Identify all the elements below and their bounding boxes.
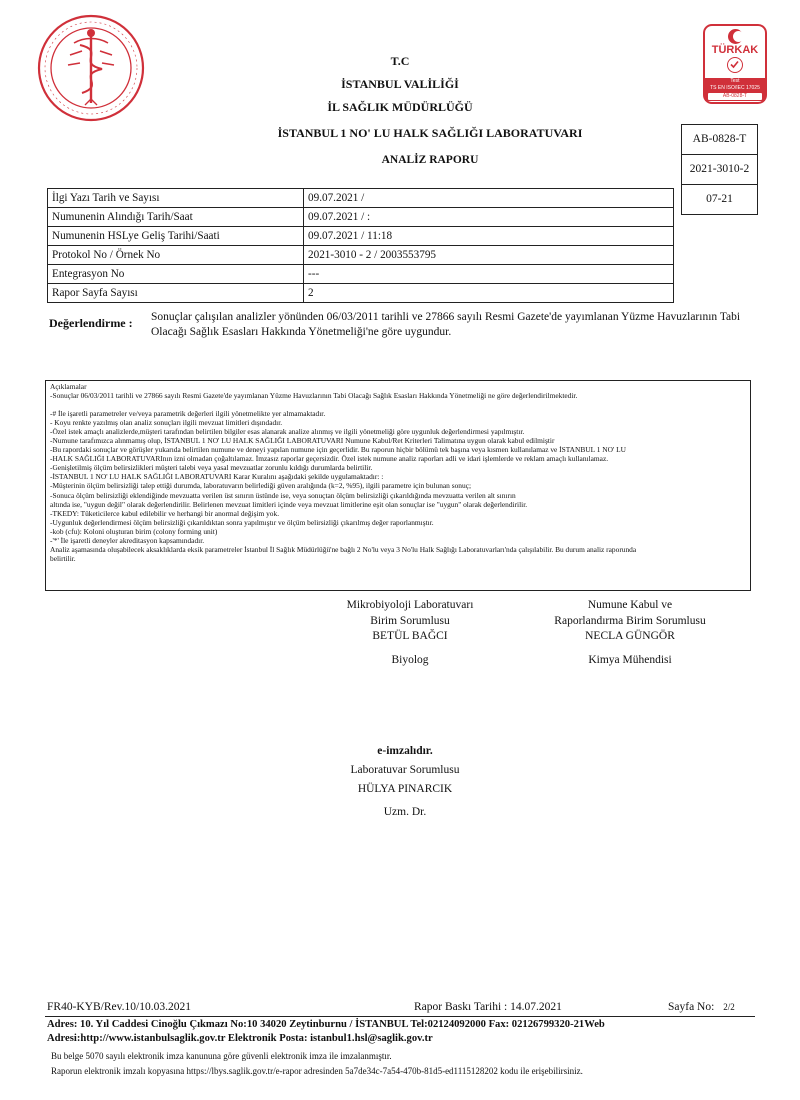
notes-line: -Müşterinin ölçüm belirsizliği talep ettiği durumda, laboratuvarın belirlediği güven aralığında (k=2, %95), ilgili parametre için bulunan sonuç; <box>50 481 472 491</box>
notes-line: -'*' İle işaretli deneyler akreditasyon kapsamındadır. <box>50 535 205 545</box>
table-row <box>48 227 674 246</box>
print-date-label: Rapor Baskı Tarihi : <box>414 1001 508 1013</box>
signature-center <box>305 742 505 822</box>
notes-line: -Uygunluk değerlendirmesi ölçüm belirsizliği çıkarıldıktan sonra yapılmıştır ve ölçüm belirsizliği çıkarılmış değer raporlanmıştır. <box>50 517 434 527</box>
signature-left-line2: Birim Sorumlusu <box>370 614 450 627</box>
signature-left <box>320 598 500 668</box>
footer-web: Adresi:http://www.istanbulsaglik.gov.tr Elektronik Posta: istanbul1.hsl@saglik.gov.tr <box>47 1033 433 1044</box>
notes-line: -İSTANBUL 1 NO' LU HALK SAĞLIĞI LABORATUVARI Karar Kuralını aşağıdaki şekilde uygulamaktadır: : <box>50 472 384 482</box>
row-value: 09.07.2021 / <box>304 189 674 208</box>
notes-box <box>45 380 751 591</box>
notes-line: -Sonuçlar 06/03/2011 tarihli ve 27866 sayılı Resmi Gazete'de yayımlanan Yüzme Havuzlarının Tabi Olacağı Sağlık Esasları Hakkında Yönetmeliği ne göre değerlendirilmektedir. <box>50 391 578 401</box>
report-code-box: 2021-3010-2 <box>681 154 758 185</box>
signature-left-title: Biyolog <box>391 653 429 666</box>
row-label: Entegrasyon No <box>48 265 304 284</box>
signature-right-line1: Numune Kabul ve <box>587 599 673 611</box>
turkak-accreditation: AB-0828-T <box>708 93 762 100</box>
notes-line: altında ise, "uygun değil" olarak değerlendirilir. Belirlenen mevzuat limitleri içinde veya mevzuat limitlerine eşit olan sonuçlar ise "uygun" olarak değerlendirilir. <box>50 499 528 509</box>
print-date <box>414 1001 562 1013</box>
page-number-value: 2/2 <box>723 1002 735 1012</box>
table-row <box>48 265 674 284</box>
esign-note: Bu belge 5070 sayılı elektronik imza kanununa göre güvenli elektronik imza ile imzalanmıştır. <box>51 1051 392 1061</box>
row-label: Numunenin HSLye Geliş Tarihi/Saati <box>48 227 304 246</box>
notes-line: Açıklamalar <box>50 382 87 391</box>
table-row <box>48 208 674 227</box>
header-laboratory: İSTANBUL 1 NO' LU HALK SAĞLIĞI LABORATUVARI <box>277 126 583 140</box>
form-code: FR40-KYB/Rev.10/10.03.2021 <box>47 1001 191 1013</box>
notes-line: -HALK SAĞLIĞI LABORATUVARInın izni olmadan çoğaltılamaz. İmzasız raporlar geçersizdir. Özel istek numune analiz raporları adli ve idari işlemlerde ve reklam amaçlı kullanılamaz. <box>50 454 609 464</box>
turkak-name: TÜRKAK <box>711 44 759 56</box>
print-date-value: 14.07.2021 <box>510 1001 562 1013</box>
notes-line: -Sonuca ölçüm belirsizliği eklendiğinde mevzuatta verilen üst sınırın üstünde ise, veya sonuçtan ölçüm belirsizliği çıkarıldığında mevzuatta verilen alt sınırın <box>50 490 516 500</box>
notes-line: -# İle işaretli parametreler ve/veya parametrik değerleri ilgili yönetmelikte yer almamaktadır. <box>50 409 326 419</box>
row-label: Protokol No / Örnek No <box>48 246 304 265</box>
table-row <box>48 284 674 303</box>
page-number <box>668 1001 735 1013</box>
footer-address: Adres: 10. Yıl Caddesi Cinoğlu Çıkmazı No:10 34020 Zeytinburnu / İSTANBUL Tel:02124092000 Fax: 02126799320-21Web <box>47 1019 605 1030</box>
notes-line: -Numune tarafımızca alınmamış olup, İSTANBUL 1 NO' LU HALK SAĞLIĞI LABORATUVARI Numune Kabul/Ret Kriterleri Talimatına uygun olarak kabul edilmiştir <box>50 436 555 446</box>
notes-line: Analiz aşamasında oluşabilecek aksaklıklarda eksik parametreler İstanbul İl Sağlık Müdürlüğü'ne bağlı 2 No'lu veya 3 No'lu Halk Sağlığı Laboratuvarları'nda çalışılabilir. Bu durum analiz raporunda <box>50 544 637 554</box>
signature-center-name: HÜLYA PINARCIK <box>357 783 453 795</box>
signature-right-name: NECLA GÜNGÖR <box>585 630 675 642</box>
row-value: 09.07.2021 / : <box>304 208 674 227</box>
notes-line <box>50 400 746 409</box>
evaluation-label: Değerlendirme : <box>49 316 133 330</box>
notes-line: -kob (cfu): Koloni oluşturan birim (colony forming unit) <box>50 526 218 536</box>
signature-right-line2: Raporlandırma Birim Sorumlusu <box>554 614 706 627</box>
signature-center-title: Uzm. Dr. <box>383 806 427 818</box>
notes-line: -TKEDY: Tüketicilerce kabul edilebilir ve herhangi bir anormal değişim yok. <box>50 508 280 518</box>
row-label: Numunenin Alındığı Tarih/Saat <box>48 208 304 227</box>
page-title: ANALİZ RAPORU <box>381 154 479 166</box>
notes-line: - Koyu renkte yazılmış olan analiz sonuçları ilgili mevzuat limitleri dışındadır. <box>50 418 283 428</box>
turkak-standard: TS EN ISO/IEC 17025 <box>710 85 760 92</box>
row-value: 2 <box>304 284 674 303</box>
turkak-test-label: Test <box>730 78 740 84</box>
signature-center-line1: Laboratuvar Sorumlusu <box>350 764 460 776</box>
accreditation-code-box: AB-0828-T <box>681 124 758 155</box>
e-report-note: Raporun elektronik imzalı kopyasına https://lbys.saglik.gov.tr/e-rapor adresinden 5a7de34c-7a54-470b-81d5-ed1115128202 kodu ile erişebilirsiniz. <box>51 1066 583 1076</box>
signature-left-line1: Mikrobiyoloji Laboratuvarı <box>346 599 474 611</box>
row-label: Rapor Sayfa Sayısı <box>48 284 304 303</box>
notes-line: -Özel istek amaçlı analizlerde,müşteri tarafından belirtilen bilgiler esas alanarak analize alınmış ve ilgili yönetmeliği göre uygunluk değerlendirmesi yapılmıştır. <box>50 427 525 437</box>
notes-line: -Genişletilmiş ölçüm belirsizlikleri müşteri talebi veya yasal mevzuatlar zorunlu kıldığı durumlarda belirtilir. <box>50 463 373 473</box>
table-row <box>48 189 674 208</box>
signature-right-title: Kimya Mühendisi <box>588 653 672 666</box>
evaluation-text: Sonuçlar çalışılan analizler yönünden 06/03/2011 tarihli ve 27866 sayılı Resmi Gazete'de yayımlanan Yüzme Havuzlarının Tabi Olacağı Sağlık Esasları Hakkında Yönetmeliği'ne göre uygundur. <box>151 311 741 338</box>
suffix-code-box: 07-21 <box>681 184 758 215</box>
header-valilik: İSTANBUL VALİLİĞİ <box>341 77 459 91</box>
row-value: 2021-3010 - 2 / 2003553795 <box>304 246 674 265</box>
footer-divider <box>45 1016 755 1017</box>
notes-line: belirtilir. <box>50 553 76 563</box>
header-tc: T.C <box>390 54 410 68</box>
row-label: İlgi Yazı Tarih ve Sayısı <box>48 189 304 208</box>
row-value: --- <box>304 265 674 284</box>
row-value: 09.07.2021 / 11:18 <box>304 227 674 246</box>
header-mudurluk: İL SAĞLIK MÜDÜRLÜĞÜ <box>327 100 473 114</box>
signature-right <box>530 598 730 668</box>
signature-left-name: BETÜL BAĞCI <box>372 630 448 642</box>
sample-info-table <box>47 188 674 303</box>
notes-line: -Bu rapordaki sonuçlar ve görüşler yukarıda belirtilen numune ve deneyi yapılan numune için geçerlidir. Bu raporun hiçbir bölümü tek başına veya kısmen kullanılamaz ve İSTANBUL 1 NO' LU <box>50 445 626 455</box>
page-number-label: Sayfa No: <box>668 1001 715 1013</box>
esign-label: e-imzalıdır. <box>377 745 433 757</box>
table-row <box>48 246 674 265</box>
